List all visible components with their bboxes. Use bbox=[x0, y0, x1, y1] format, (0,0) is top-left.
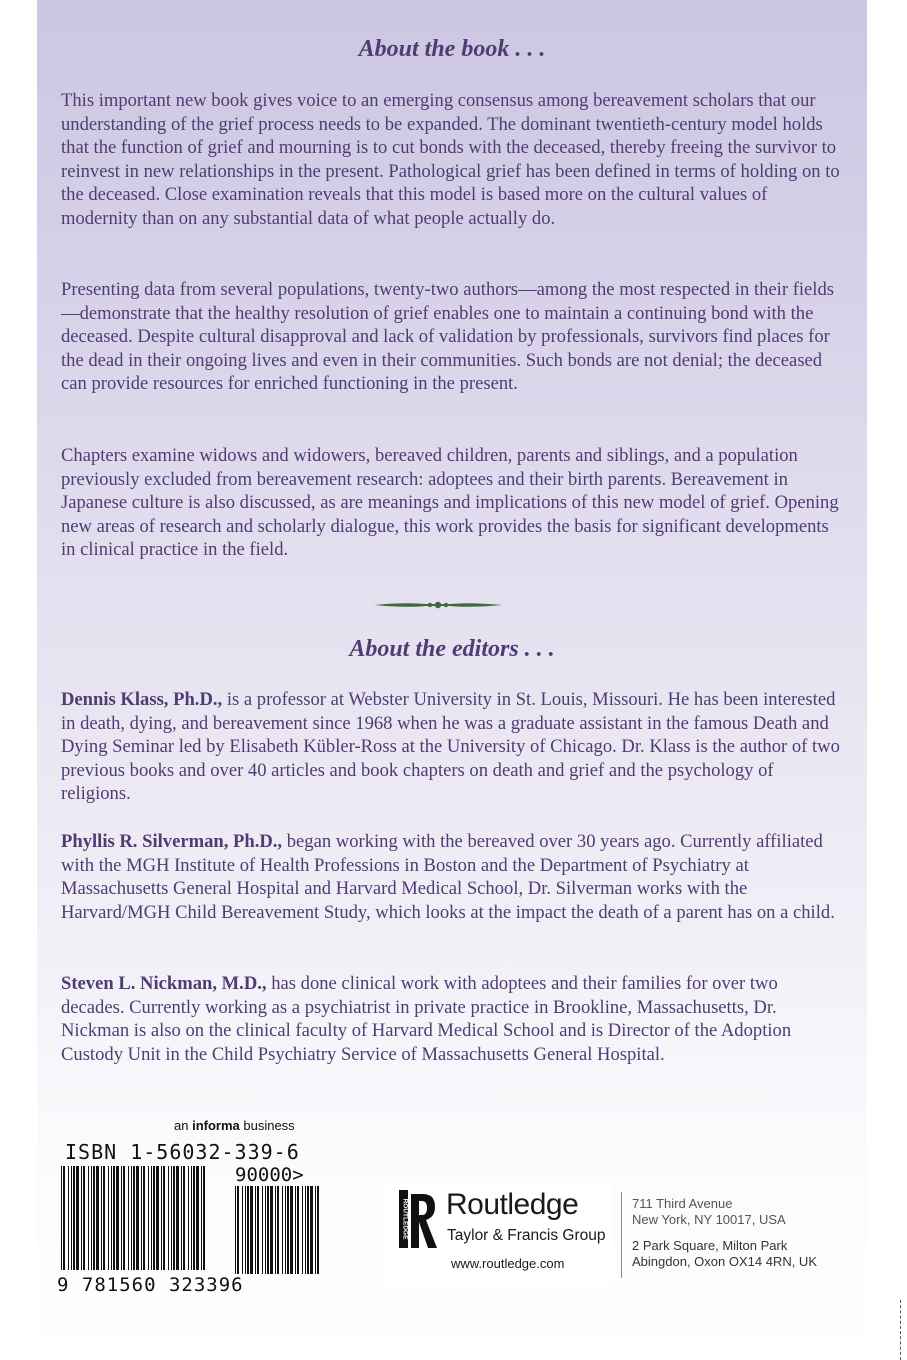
editor-name-nickman: Steven L. Nickman, M.D., bbox=[61, 973, 267, 994]
barcode-bar bbox=[131, 1166, 132, 1270]
barcode-bar bbox=[88, 1166, 89, 1270]
publisher-name: Routledge bbox=[446, 1188, 579, 1221]
barcode-bar bbox=[191, 1166, 192, 1270]
barcode-bar bbox=[81, 1166, 82, 1270]
barcode-bar bbox=[91, 1166, 92, 1270]
editor-bio-silverman bbox=[61, 830, 841, 924]
barcode-bar bbox=[83, 1166, 85, 1270]
barcode-bar bbox=[250, 1186, 253, 1274]
barcode-bar bbox=[108, 1166, 109, 1270]
barcode-bar bbox=[103, 1166, 105, 1270]
barcode-bar bbox=[173, 1166, 175, 1270]
barcode-bar bbox=[287, 1186, 289, 1274]
barcode-bar bbox=[267, 1186, 269, 1274]
barcode-bar bbox=[71, 1166, 72, 1270]
barcode-bar bbox=[153, 1166, 155, 1270]
about-book-heading: About the book . . . bbox=[358, 36, 546, 62]
barcode-bar bbox=[161, 1166, 162, 1270]
about-book-paragraph-2: Presenting data from several populations, twenty-two authors—among the most respected in their fields—demonstrate that the healthy resolution of grief enables one to maintain a continuing bond with the deceased. Despite cultural disapproval and lack of validation by professionals, survivors find places for the dead in their ongoing lives and even in their communities. Such bonds are not denial; the deceased can provide resources for enriched functioning in the present. bbox=[61, 279, 835, 394]
barcode-bar bbox=[196, 1166, 199, 1270]
barcode-bar bbox=[188, 1166, 189, 1270]
routledge-r-logo-icon bbox=[399, 1190, 441, 1254]
isbn-label: ISBN 1-56032-339-6 bbox=[65, 1140, 300, 1164]
publisher-url[interactable]: www.routledge.com bbox=[451, 1256, 565, 1271]
barcode-bar bbox=[282, 1186, 283, 1274]
barcode-bar bbox=[141, 1166, 142, 1270]
barcode-bar bbox=[151, 1166, 152, 1270]
barcode-bar bbox=[168, 1166, 169, 1270]
about-book-paragraph-1: This important new book gives voice to an emerging consensus among bereavement scholars that our understanding of the grief process needs to be expanded. The dominant twentieth-century model holds that the function of grief and mourning is to cut bonds with the deceased, thereby freeing the survivor to reinvest in new relationships in the present. Pathological grief has been defined in terms of holding on to the deceased. Close examination reveals that this model is based more on the cultural values of modernity than on any substantial data of what people actually do. bbox=[61, 90, 840, 229]
barcode-bar bbox=[101, 1166, 102, 1270]
barcode-bar bbox=[242, 1186, 243, 1274]
editor-bio-text-nickman: has done clinical work with adoptees and their families for over two decades. Currently working as a psychiatrist in private practice in Brookline, Massachusetts, Dr. Nickman is also on the clinical faculty of Harvard Medical School and is Director of the Adoption Custody Unit in the Child Psychiatry Service of Massachusetts General Hospital. bbox=[61, 973, 792, 1065]
editor-name-silverman: Phyllis R. Silverman, Ph.D., bbox=[61, 831, 283, 852]
barcode-bar bbox=[201, 1166, 202, 1270]
barcode-bar bbox=[61, 1166, 62, 1270]
barcode-bar bbox=[275, 1186, 276, 1274]
barcode-bar bbox=[235, 1186, 236, 1274]
barcode-bar bbox=[245, 1186, 246, 1274]
barcode-bar bbox=[171, 1166, 172, 1270]
about-book-paragraph-3: Chapters examine widows and widowers, bereaved children, parents and siblings, and a population previously excluded from bereavement research: adoptees and their birth parents. Bereavement in Japanese culture is also discussed, as are meanings and implications of this new model of grief. Opening new areas of research and scholarly dialogue, this work provides the basis for significant developments in clinical practice in the field. bbox=[61, 445, 839, 560]
barcode-bar bbox=[247, 1186, 249, 1274]
about-editors-heading: About the editors . . . bbox=[349, 636, 555, 662]
barcode-bar bbox=[68, 1166, 69, 1270]
barcode-bar bbox=[262, 1186, 263, 1274]
informa-brand: informa bbox=[192, 1118, 240, 1133]
barcode-bar bbox=[270, 1186, 273, 1274]
barcode-bar bbox=[76, 1166, 79, 1270]
barcode-bar bbox=[297, 1186, 299, 1274]
trim-marks bbox=[900, 1300, 905, 1360]
informa-business-label: an informa business bbox=[174, 1118, 295, 1133]
editor-bio-text-klass: is a professor at Webster University in St. Louis, Missouri. He has been interested in death, dying, and bereavement since 1968 when he was a graduate assistant in the famous Death and Dying Seminar led by Elisabeth Kübler-Ross at the University of Chicago. Dr. Klass is the author of two previous books and over 40 articles and book chapters on death and grief and the psychology of religions. bbox=[61, 689, 840, 804]
barcode-bar bbox=[143, 1166, 145, 1270]
barcode-bar bbox=[302, 1186, 303, 1274]
barcode-bar bbox=[148, 1166, 149, 1270]
back-cover bbox=[37, 0, 867, 1360]
barcode-bar bbox=[136, 1166, 139, 1270]
price-addon-barcode-icon bbox=[233, 1186, 323, 1296]
publisher-group: Taylor & Francis Group bbox=[447, 1227, 606, 1244]
barcode-bar bbox=[237, 1186, 239, 1274]
barcode-bar bbox=[116, 1166, 119, 1270]
barcode-bar bbox=[285, 1186, 286, 1274]
barcode-bar bbox=[123, 1166, 125, 1270]
editor-bio-text-silverman: began working with the bereaved over 30 years ago. Currently affiliated with the MGH Institute of Health Professions in Boston and the Department of Psychiatry at Massachusetts General Hospital and Harvard Medical School, Dr. Silverman works with the Harvard/MGH Child Bereavement Study, which looks at the impact the death of a parent has on a child. bbox=[61, 831, 835, 923]
barcode-bar bbox=[156, 1166, 159, 1270]
barcode-bar bbox=[111, 1166, 112, 1270]
barcode-bar bbox=[305, 1186, 306, 1274]
address-uk: 2 Park Square, Milton Park Abingdon, Oxon OX14 4RN, UK bbox=[632, 1238, 817, 1269]
barcode-bar bbox=[203, 1166, 205, 1270]
routledge-logo-side-text: ROUTLEDGE bbox=[401, 1198, 409, 1240]
barcode-bar bbox=[290, 1186, 293, 1274]
isbn-barcode-icon bbox=[59, 1166, 209, 1276]
address-us: 711 Third Avenue New York, NY 10017, USA bbox=[632, 1196, 786, 1227]
price-code: 90000> bbox=[235, 1164, 304, 1186]
barcode-bar bbox=[193, 1166, 195, 1270]
barcode-bar bbox=[265, 1186, 266, 1274]
barcode-bar bbox=[128, 1166, 129, 1270]
barcode-bar bbox=[63, 1166, 65, 1270]
barcode-bar bbox=[315, 1186, 316, 1274]
barcode-bar bbox=[277, 1186, 279, 1274]
barcode-bar bbox=[96, 1166, 99, 1270]
barcode-bar bbox=[113, 1166, 115, 1270]
barcode-digits: 9 781560 323396 bbox=[57, 1274, 244, 1296]
barcode-bar bbox=[255, 1186, 256, 1274]
editor-bio-klass bbox=[61, 688, 841, 806]
barcode-bar bbox=[181, 1166, 182, 1270]
barcode-bar bbox=[310, 1186, 313, 1274]
decorative-ornament-icon bbox=[374, 597, 502, 613]
address-divider bbox=[621, 1192, 622, 1278]
editor-bio-nickman bbox=[61, 972, 841, 1066]
barcode-bar bbox=[163, 1166, 165, 1270]
barcode-bar bbox=[307, 1186, 309, 1274]
barcode-bar bbox=[295, 1186, 296, 1274]
barcode-bar bbox=[73, 1166, 75, 1270]
barcode-bar bbox=[121, 1166, 122, 1270]
barcode-bar bbox=[93, 1166, 95, 1270]
editor-name-klass: Dennis Klass, Ph.D., bbox=[61, 689, 223, 710]
barcode-bar bbox=[176, 1166, 179, 1270]
barcode-bar bbox=[133, 1166, 135, 1270]
barcode-bar bbox=[257, 1186, 259, 1274]
barcode-bar bbox=[183, 1166, 185, 1270]
barcode-bar bbox=[317, 1186, 319, 1274]
